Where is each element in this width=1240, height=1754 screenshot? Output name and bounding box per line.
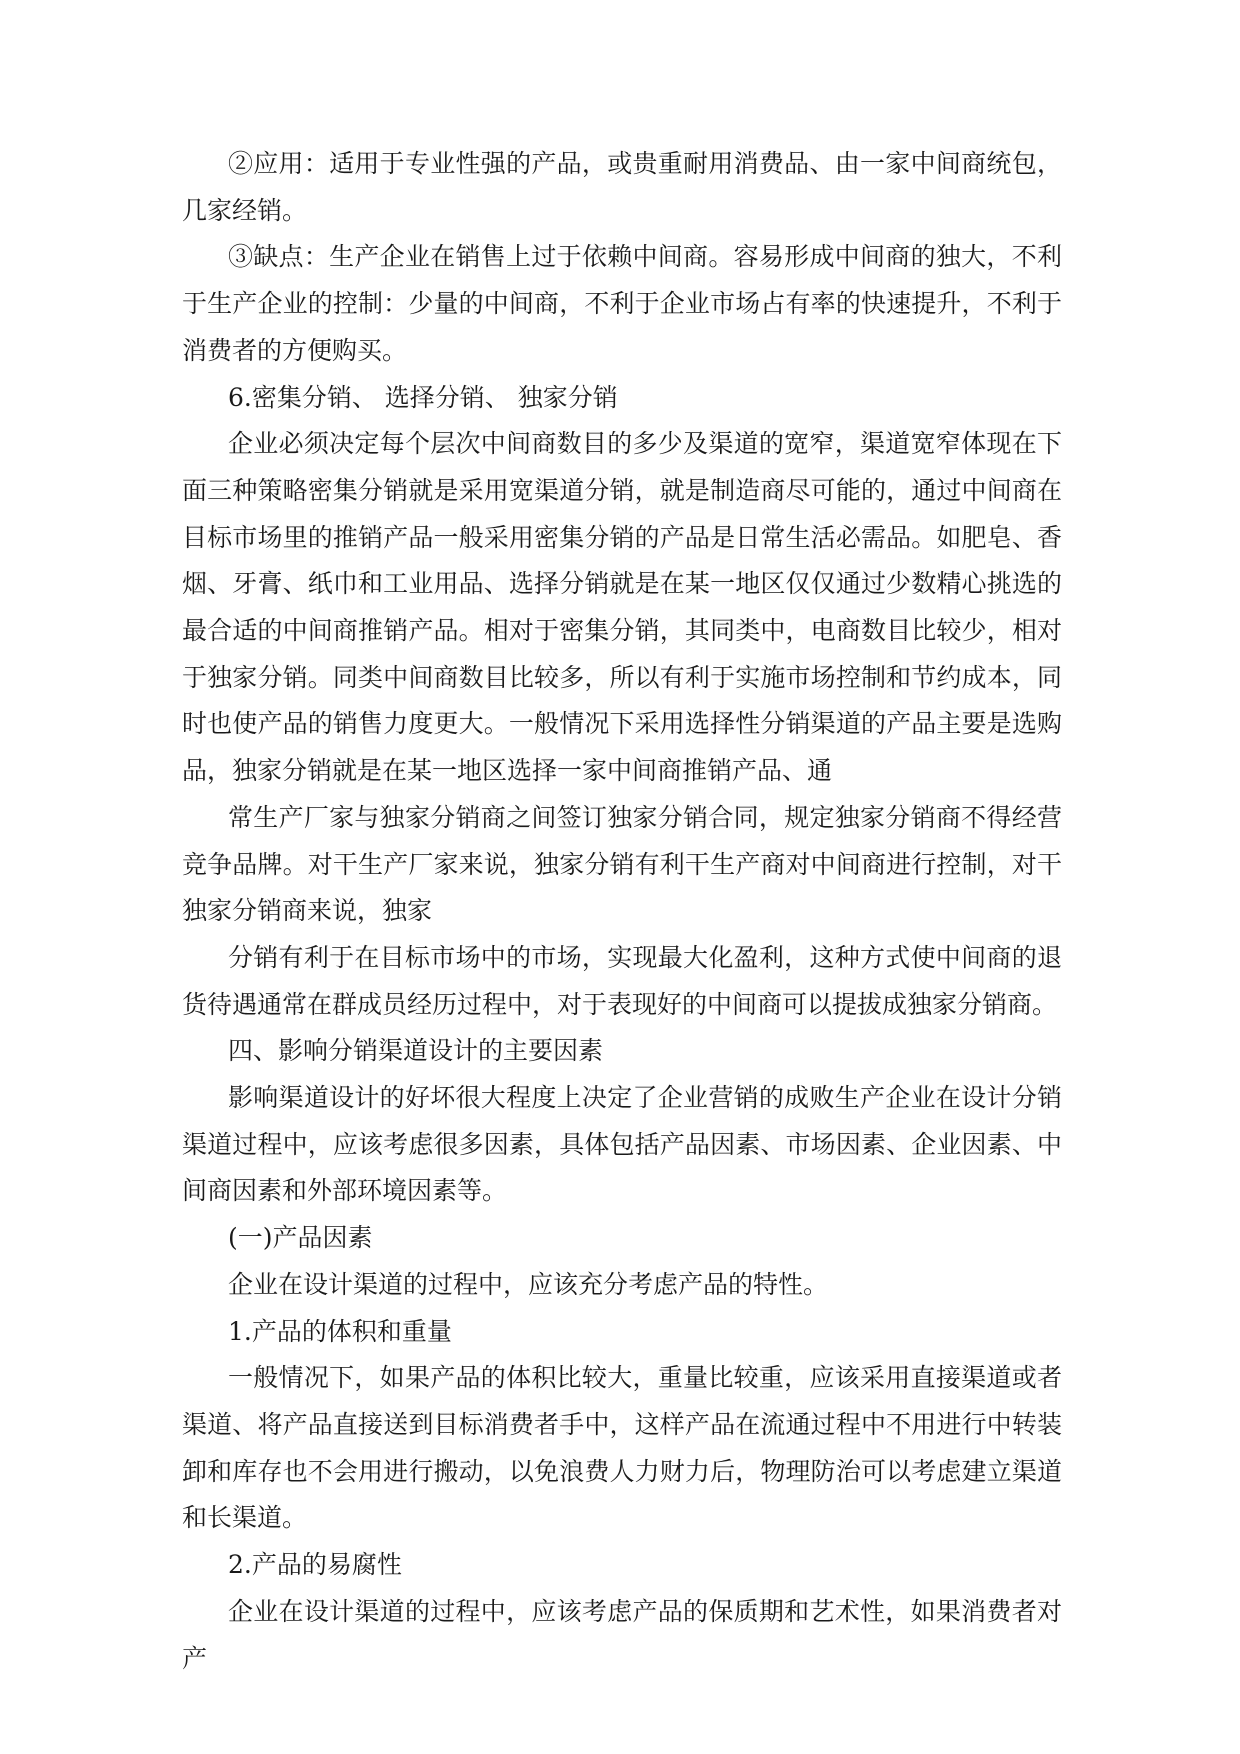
section-heading-distribution-types: 6.密集分销、 选择分销、 独家分销 [228, 382, 618, 412]
paragraph-disadvantage: ③缺点：生产企业在销售上过于依赖中间商。容易形成中间商的独大，不利于生产企业的控制：少量的中间商，不利于企业市场占有率的快速提升，不利于消费者的方便购买。 [182, 242, 1062, 365]
paragraph-exclusive-contract: 常生产厂家与独家分销商之间签订独家分销合同，规定独家分销商不得经营竞争品牌。对干生产厂家来说，独家分销有利干生产商对中间商进行控制，对干独家分销商来说，独家 [182, 802, 1062, 926]
paragraph-volume-weight: 一般情况下，如果产品的体积比较大，重量比较重，应该采用直接渠道或者渠道、将产品直接送到目标消费者手中，这样产品在流通过程中不用进行中转装卸和库存也不会用进行搬动，以免浪费人力财力后，物理防治可以考虑建立渠道和长渠道。 [182, 1363, 1062, 1533]
paragraph-design-factors: 影响渠道设计的好坏很大程度上决定了企业营销的成败生产企业在设计分销渠道过程中，应该考虑很多因素，具体包括产品因素、市场因素、企业因素、中间商因素和外部环境因素等。 [182, 1083, 1062, 1206]
subsection-heading-product-factors: (一)产品因素 [228, 1223, 373, 1253]
item-heading-perishability: 2.产品的易腐性 [228, 1550, 402, 1580]
paragraph-perishability: 企业在设计渠道的过程中，应该考虑产品的保质期和艺术性，如果消费者对产 [182, 1596, 1062, 1673]
item-heading-volume-weight: 1.产品的体积和重量 [228, 1316, 452, 1346]
paragraph-application: ②应用：适用于专业性强的产品，或贵重耐用消费品、由一家中间商统包，几家经销。 [182, 149, 1062, 225]
paragraph-exclusive-benefit: 分销有利于在目标市场中的市场，实现最大化盈利，这种方式使中间商的退货待遇通常在群成员经历过程中，对于表现好的中间商可以提拔成独家分销商。 [182, 942, 1062, 1019]
section-heading-design-factors: 四、影响分销渠道设计的主要因素 [228, 1036, 604, 1066]
paragraph-product-characteristics: 企业在设计渠道的过程中，应该充分考虑产品的特性。 [228, 1269, 829, 1299]
paragraph-distribution-intro: 企业必须决定每个层次中间商数目的多少及渠道的宽窄，渠道宽窄体现在下面三种策略密集分销就是采用宽渠道分销，就是制造商尽可能的，通过中间商在目标市场里的推销产品一般采用密集分销的产品是日常生活必需品。如肥皂、香烟、牙膏、纸巾和工业用品、选择分销就是在某一地区仅仅通过少数精心挑选的最合适的中间商推销产品。相对于密集分销，其同类中，电商数目比较少，相对于独家分销。同类中间商数目比较多，所以有利于实施市场控制和节约成本，同时也使产品的销售力度更大。一般情况下采用选择性分销渠道的产品主要是选购品，独家分销就是在某一地区选择一家中间商推销产品、通 [182, 429, 1062, 786]
document-page [182, 141, 1062, 1682]
